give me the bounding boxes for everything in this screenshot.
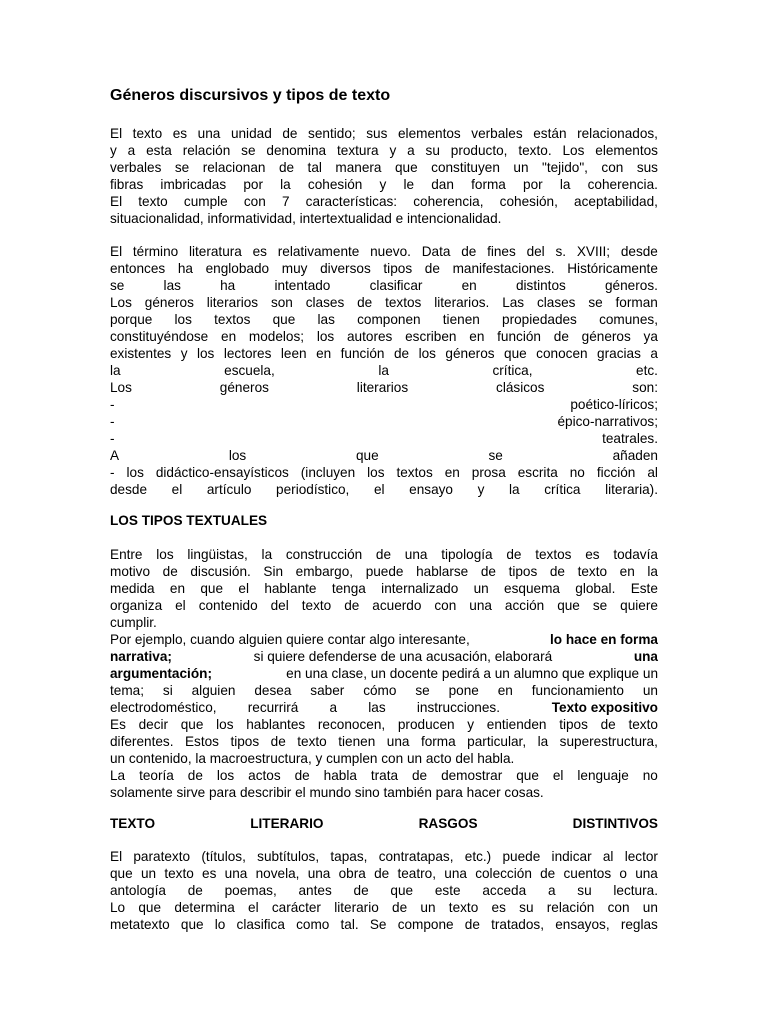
list-item (110, 430, 658, 447)
text-line: porque los textos que las componen tienen propiedades comunes, (110, 312, 658, 327)
list-text: poético-líricos; (570, 397, 658, 412)
bold-segment: argumentación; (110, 666, 212, 681)
text-line (110, 631, 658, 648)
section-heading-texto-literario (110, 815, 658, 832)
text-line: solamente sirve para describir el mundo sino también para hacer cosas. (110, 785, 544, 800)
text-line: desde el artículo periodístico, el ensayo y la crítica literaria). (110, 482, 658, 497)
bold-segment: lo hace en forma (549, 632, 658, 647)
heading-word: RASGOS (418, 816, 478, 831)
text-line: A los que se añaden (110, 448, 658, 463)
text-line: constituyéndose en modelos; los autores escriben en función de géneros ya (110, 329, 658, 344)
list-dash: - (110, 414, 115, 429)
bold-segment: Texto expositivo (551, 700, 658, 715)
text-line: - los didáctico-ensayísticos (incluyen los textos en prosa escrita no ficción al (110, 465, 658, 480)
bold-segment: narrativa; (110, 649, 172, 664)
text-line: cumplir. (110, 615, 157, 630)
text-line: y a esta relación se denomina textura y a su producto, texto. Los elementos (110, 143, 658, 158)
text-line (110, 699, 658, 716)
list-item (110, 413, 658, 430)
text-line: motivo de discusión. Sin embargo, puede hablarse de tipos de texto en la (110, 564, 658, 579)
text-line: Los géneros literarios clásicos son: (110, 380, 658, 395)
page-title: Géneros discursivos y tipos de texto (110, 87, 391, 104)
text-segment: si quiere defenderse de una acusación, elaborará (253, 649, 553, 664)
text-line: Lo que determina el carácter literario de un texto es su relación con un (110, 900, 658, 915)
text-line: existentes y los lectores leen en función de los géneros que conocen gracias a (110, 346, 658, 361)
text-line: situacionalidad, informatividad, intertextualidad e intencionalidad. (110, 211, 502, 226)
text-segment: Por ejemplo, cuando alguien quiere contar algo interesante, (110, 632, 470, 647)
heading-word: TEXTO (110, 816, 156, 831)
text-line: metatexto que lo clasifica como tal. Se compone de tratados, ensayos, reglas (110, 917, 658, 932)
list-dash: - (110, 431, 115, 446)
text-line: El texto es una unidad de sentido; sus elementos verbales están relacionados, (110, 126, 658, 141)
heading-word: DISTINTIVOS (572, 816, 658, 831)
text-line: verbales se relacionan de tal manera que constituyen un "tejido", con sus (110, 160, 658, 175)
text-line: la escuela, la crítica, etc. (110, 363, 658, 378)
text-segment: electrodoméstico, recurrirá a las instrucciones. (110, 700, 500, 715)
section-heading-tipos-textuales: LOS TIPOS TEXTUALES (110, 513, 268, 528)
text-line: Los géneros literarios son clases de textos literarios. Las clases se forman (110, 295, 658, 310)
text-line: La teoría de los actos de habla trata de demostrar que el lenguaje no (110, 768, 658, 783)
text-line: organiza el contenido del texto de acuerdo con una acción que se quiere (110, 598, 658, 613)
text-segment: en una clase, un docente pedirá a un alumno que explique un (286, 666, 658, 681)
text-line: Es decir que los hablantes reconocen, producen y entienden tipos de texto (110, 717, 658, 732)
text-line: El paratexto (títulos, subtítulos, tapas, contratapas, etc.) puede indicar al lector (110, 849, 658, 864)
text-line: se las ha intentado clasificar en distintos géneros. (110, 278, 658, 293)
list-item (110, 396, 658, 413)
bold-segment: una (633, 649, 658, 664)
text-line: entonces ha englobado muy diversos tipos de manifestaciones. Históricamente (110, 261, 658, 276)
text-line: medida en que el hablante tenga internalizado un esquema global. Este (110, 581, 658, 596)
text-line: diferentes. Estos tipos de texto tienen una forma particular, la superestructura, (110, 734, 658, 749)
text-line: un contenido, la macroestructura, y cumplen con un acto del habla. (110, 751, 515, 766)
text-line: El término literatura es relativamente nuevo. Data de fines del s. XVIII; desde (110, 244, 658, 259)
text-line (110, 648, 658, 665)
list-dash: - (110, 397, 115, 412)
text-line: Entre los lingüistas, la construcción de una tipología de textos es todavía (110, 547, 658, 562)
text-line (110, 665, 658, 682)
text-line: antología de poemas, antes de que este acceda a su lectura. (110, 883, 658, 898)
text-line: que un texto es una novela, una obra de teatro, una colección de cuentos o una (110, 866, 658, 881)
text-line: fibras imbricadas por la cohesión y le dan forma por la coherencia. (110, 177, 658, 192)
text-line: tema; si alguien desea saber cómo se pone en funcionamiento un (110, 683, 658, 698)
list-text: teatrales. (602, 431, 658, 446)
heading-word: LITERARIO (250, 816, 324, 831)
list-text: épico-narrativos; (557, 414, 658, 429)
text-line: El texto cumple con 7 características: coherencia, cohesión, aceptabilidad, (110, 194, 658, 209)
